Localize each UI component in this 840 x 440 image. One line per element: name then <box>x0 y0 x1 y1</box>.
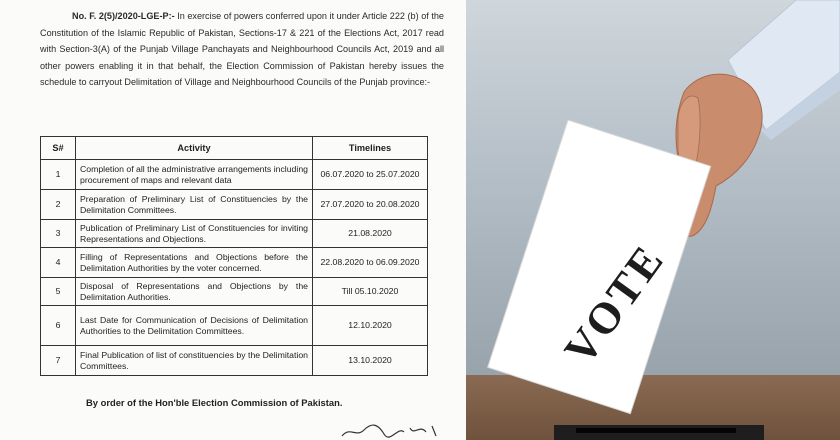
order-line: By order of the Hon'ble Election Commission of Pakistan. <box>86 397 343 408</box>
row-sn: 7 <box>41 346 76 376</box>
ballot-paper <box>488 120 711 414</box>
table-row <box>41 306 428 346</box>
header-sn: S# <box>41 137 76 160</box>
signature-scribble <box>340 420 450 440</box>
row-sn: 6 <box>41 306 76 346</box>
ballot-slot <box>576 428 736 433</box>
schedule-table <box>40 136 428 376</box>
row-activity: Disposal of Representations and Objections by the Delimitation Authorities. <box>76 278 313 306</box>
schedule-header-row <box>41 137 428 160</box>
row-timeline: 27.07.2020 to 20.08.2020 <box>313 190 428 220</box>
table-row <box>41 190 428 220</box>
table-row <box>41 248 428 278</box>
header-activity: Activity <box>76 137 313 160</box>
table-row <box>41 160 428 190</box>
notification-paragraph <box>40 8 444 91</box>
row-timeline: 12.10.2020 <box>313 306 428 346</box>
row-timeline: 22.08.2020 to 06.09.2020 <box>313 248 428 278</box>
row-sn: 3 <box>41 220 76 248</box>
row-sn: 1 <box>41 160 76 190</box>
vote-photo <box>466 0 840 440</box>
ballot-text: VOTE <box>554 234 675 374</box>
row-activity: Filling of Representations and Objections before the Delimitation Authorities by the voter concerned. <box>76 248 313 278</box>
header-timelines: Timelines <box>313 137 428 160</box>
row-timeline: 21.08.2020 <box>313 220 428 248</box>
table-row <box>41 278 428 306</box>
row-activity: Publication of Preliminary List of Constituencies for inviting Representations and Objections. <box>76 220 313 248</box>
vote-illustration <box>466 0 840 440</box>
row-timeline: 13.10.2020 <box>313 346 428 376</box>
row-activity: Completion of all the administrative arrangements including procurement of maps and relevant data <box>76 160 313 190</box>
notification-body: In exercise of powers conferred upon it under Article 222 (b) of the Constitution of the Islamic Republic of Pakistan, Sections-17 & 221 of the Elections Act, 2017 read with Section-3(A) of the Punjab Village Panchayats and Neighbourhood Councils Act, 2019 and all other powers enabling it in that behalf, the Election Commission of Pakistan hereby issues the schedule to carryout Delimitation of Village and Neighbourhood Councils of the Punjab province:- <box>40 11 444 88</box>
row-sn: 4 <box>41 248 76 278</box>
row-sn: 5 <box>41 278 76 306</box>
row-activity: Last Date for Communication of Decisions of Delimitation Authorities to the Delimitation Committees. <box>76 306 313 346</box>
row-timeline: 06.07.2020 to 25.07.2020 <box>313 160 428 190</box>
row-timeline: Till 05.10.2020 <box>313 278 428 306</box>
row-sn: 2 <box>41 190 76 220</box>
table-row <box>41 346 428 376</box>
row-activity: Preparation of Preliminary List of Constituencies by the Delimitation Committees. <box>76 190 313 220</box>
notification-reference: No. F. 2(5)/2020-LGE-P:- <box>72 11 175 21</box>
table-row <box>41 220 428 248</box>
row-activity: Final Publication of list of constituencies by the Delimitation Committees. <box>76 346 313 376</box>
